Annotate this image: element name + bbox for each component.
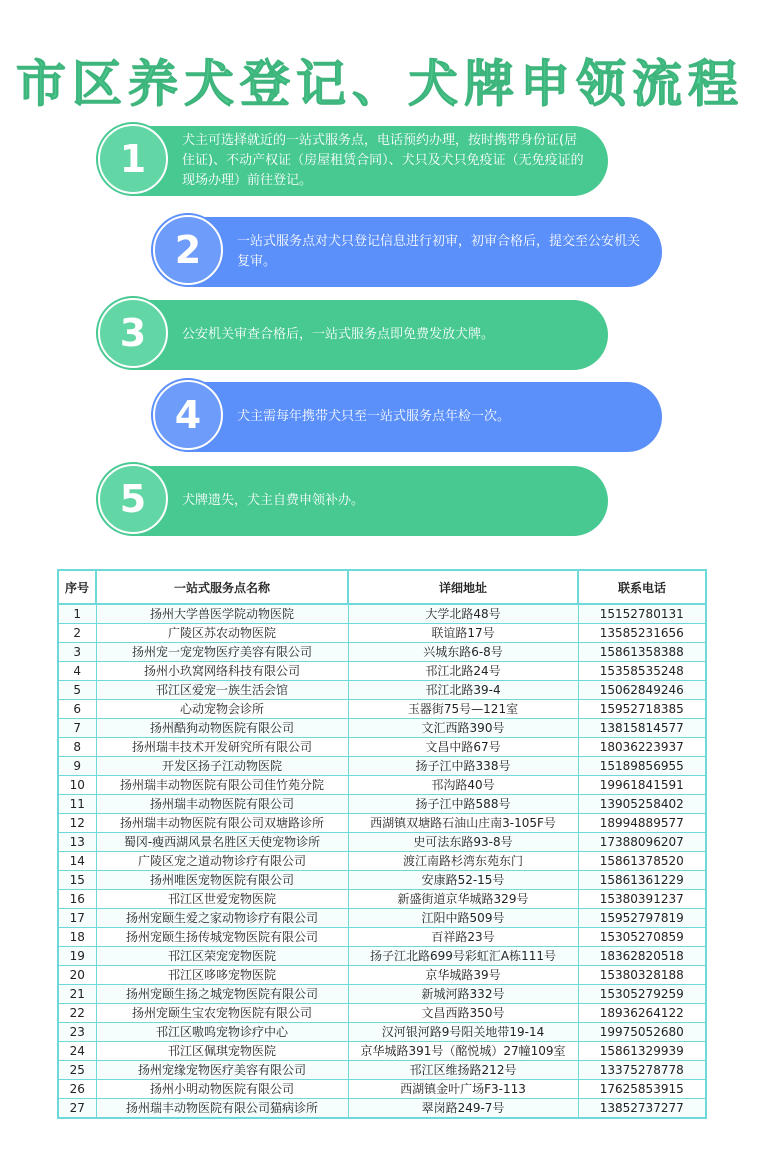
- cell-phone: 15062849246: [578, 681, 706, 700]
- cell-address: 扬子江中路338号: [348, 757, 578, 776]
- table-row: [58, 1004, 706, 1023]
- step-text: 犬主可选择就近的一站式服务点，电话预约办理，按时携带身份证(居住证)、不动产权证（房屋租赁合同）、犬只及犬只免疫证（无免疫证的现场办理）前往登记。: [182, 133, 584, 188]
- cell-address: 京华城路391号（酩悦城）27幢109室: [348, 1042, 578, 1061]
- cell-phone: 15305279259: [578, 985, 706, 1004]
- cell-name: 扬州宠一宠宠物医疗美容有限公司: [96, 643, 348, 662]
- cell-phone: 17388096207: [578, 833, 706, 852]
- cell-index: 13: [58, 833, 96, 852]
- cell-phone: 13852737277: [578, 1099, 706, 1119]
- cell-address: 邗沟路40号: [348, 776, 578, 795]
- cell-phone: 15952797819: [578, 909, 706, 928]
- cell-phone: 13375278778: [578, 1061, 706, 1080]
- cell-index: 22: [58, 1004, 96, 1023]
- table-row: [58, 681, 706, 700]
- cell-phone: 13905258402: [578, 795, 706, 814]
- table-row: [58, 1080, 706, 1099]
- table-row: [58, 833, 706, 852]
- cell-address: 文昌中路67号: [348, 738, 578, 757]
- cell-index: 3: [58, 643, 96, 662]
- header-phone: 联系电话: [578, 570, 706, 604]
- table-row: [58, 852, 706, 871]
- step-text: 犬牌遗失，犬主自费申领补办。: [182, 493, 365, 508]
- table-row: [58, 1042, 706, 1061]
- cell-name: 扬州大学兽医学院动物医院: [96, 604, 348, 624]
- table-row: [58, 795, 706, 814]
- cell-phone: 13585231656: [578, 624, 706, 643]
- cell-address: 兴城东路6-8号: [348, 643, 578, 662]
- cell-index: 12: [58, 814, 96, 833]
- table-row: [58, 928, 706, 947]
- cell-index: 26: [58, 1080, 96, 1099]
- cell-index: 1: [58, 604, 96, 624]
- cell-address: 邗江区维扬路212号: [348, 1061, 578, 1080]
- cell-name: 扬州瑞丰动物医院有限公司双塘路诊所: [96, 814, 348, 833]
- cell-phone: 15861378520: [578, 852, 706, 871]
- cell-name: 开发区扬子江动物医院: [96, 757, 348, 776]
- cell-index: 15: [58, 871, 96, 890]
- cell-name: 邗江区世爱宠物医院: [96, 890, 348, 909]
- cell-index: 24: [58, 1042, 96, 1061]
- cell-address: 大学北路48号: [348, 604, 578, 624]
- cell-index: 16: [58, 890, 96, 909]
- cell-address: 文汇西路390号: [348, 719, 578, 738]
- cell-index: 2: [58, 624, 96, 643]
- step-1: [100, 126, 608, 196]
- table-header-row: [58, 570, 706, 604]
- cell-name: 蜀冈-瘦西湖风景名胜区天使宠物诊所: [96, 833, 348, 852]
- cell-index: 11: [58, 795, 96, 814]
- cell-name: 邗江区爱宠一族生活会馆: [96, 681, 348, 700]
- cell-name: 邗江区嗷呜宠物诊疗中心: [96, 1023, 348, 1042]
- step-text: 一站式服务点对犬只登记信息进行初审，初审合格后，提交至公安机关复审。: [237, 234, 641, 269]
- cell-address: 文昌西路350号: [348, 1004, 578, 1023]
- cell-phone: 13815814577: [578, 719, 706, 738]
- cell-address: 邗江北路39-4: [348, 681, 578, 700]
- cell-phone: 19975052680: [578, 1023, 706, 1042]
- cell-phone: 15861358388: [578, 643, 706, 662]
- cell-phone: 15152780131: [578, 604, 706, 624]
- cell-index: 19: [58, 947, 96, 966]
- table-row: [58, 890, 706, 909]
- cell-phone: 15952718385: [578, 700, 706, 719]
- table-row: [58, 700, 706, 719]
- page-title: 市区养犬登记、犬牌申领流程: [16, 55, 744, 113]
- table-row: [58, 814, 706, 833]
- cell-phone: 18994889577: [578, 814, 706, 833]
- table-row: [58, 643, 706, 662]
- table-row: [58, 604, 706, 624]
- step-2: [155, 217, 662, 287]
- cell-name: 扬州宠颐生爱之家动物诊疗有限公司: [96, 909, 348, 928]
- cell-name: 扬州瑞丰动物医院有限公司猫病诊所: [96, 1099, 348, 1119]
- table-row: [58, 624, 706, 643]
- cell-phone: 15861329939: [578, 1042, 706, 1061]
- table-row: [58, 757, 706, 776]
- cell-index: 23: [58, 1023, 96, 1042]
- cell-name: 扬州小玖窝网络科技有限公司: [96, 662, 348, 681]
- cell-index: 8: [58, 738, 96, 757]
- cell-phone: 15380391237: [578, 890, 706, 909]
- table-row: [58, 662, 706, 681]
- table-row: [58, 1061, 706, 1080]
- cell-phone: 18936264122: [578, 1004, 706, 1023]
- table-row: [58, 966, 706, 985]
- step-4: [155, 382, 662, 452]
- cell-index: 17: [58, 909, 96, 928]
- service-point-table: [57, 569, 707, 1119]
- cell-index: 20: [58, 966, 96, 985]
- cell-address: 京华城路39号: [348, 966, 578, 985]
- cell-index: 27: [58, 1099, 96, 1119]
- cell-index: 18: [58, 928, 96, 947]
- cell-address: 邗江北路24号: [348, 662, 578, 681]
- cell-phone: 15861361229: [578, 871, 706, 890]
- table-row: [58, 985, 706, 1004]
- cell-address: 汉河银河路9号阳关地带19-14: [348, 1023, 578, 1042]
- cell-index: 10: [58, 776, 96, 795]
- cell-name: 扬州唯医宠物医院有限公司: [96, 871, 348, 890]
- step-number: 1: [98, 124, 168, 194]
- cell-name: 邗江区佩琪宠物医院: [96, 1042, 348, 1061]
- cell-index: 7: [58, 719, 96, 738]
- cell-address: 翠岗路249-7号: [348, 1099, 578, 1119]
- table-row: [58, 909, 706, 928]
- header-name: 一站式服务点名称: [96, 570, 348, 604]
- step-text: 公安机关审查合格后，一站式服务点即免费发放犬牌。: [182, 327, 495, 342]
- cell-address: 渡江南路杉湾东苑东门: [348, 852, 578, 871]
- cell-name: 邗江区荣宠宠物医院: [96, 947, 348, 966]
- cell-name: 扬州瑞丰动物医院有限公司佳竹苑分院: [96, 776, 348, 795]
- table-row: [58, 776, 706, 795]
- step-3: [100, 300, 608, 370]
- cell-index: 5: [58, 681, 96, 700]
- cell-address: 联谊路17号: [348, 624, 578, 643]
- cell-address: 安康路52-15号: [348, 871, 578, 890]
- cell-index: 6: [58, 700, 96, 719]
- cell-address: 扬子江北路699号彩虹汇A栋111号: [348, 947, 578, 966]
- cell-phone: 15380328188: [578, 966, 706, 985]
- cell-name: 扬州宠颐生扬之城宠物医院有限公司: [96, 985, 348, 1004]
- step-number: 2: [153, 215, 223, 285]
- cell-name: 扬州瑞丰技术开发研究所有限公司: [96, 738, 348, 757]
- cell-index: 14: [58, 852, 96, 871]
- table-row: [58, 738, 706, 757]
- cell-name: 广陵区苏农动物医院: [96, 624, 348, 643]
- cell-address: 玉器街75号—121室: [348, 700, 578, 719]
- step-number: 5: [98, 464, 168, 534]
- cell-address: 百祥路23号: [348, 928, 578, 947]
- cell-address: 史可法东路93-8号: [348, 833, 578, 852]
- cell-phone: 15305270859: [578, 928, 706, 947]
- cell-name: 扬州小明动物医院有限公司: [96, 1080, 348, 1099]
- table-row: [58, 1099, 706, 1119]
- cell-address: 扬子江中路588号: [348, 795, 578, 814]
- cell-address: 新盛街道京华城路329号: [348, 890, 578, 909]
- cell-name: 扬州宠颐生宝农宠物医院有限公司: [96, 1004, 348, 1023]
- table-row: [58, 871, 706, 890]
- cell-address: 江阳中路509号: [348, 909, 578, 928]
- header-address: 详细地址: [348, 570, 578, 604]
- table-row: [58, 1023, 706, 1042]
- cell-phone: 18036223937: [578, 738, 706, 757]
- table-row: [58, 947, 706, 966]
- step-text: 犬主需每年携带犬只至一站式服务点年检一次。: [237, 409, 511, 424]
- cell-name: 扬州酷狗动物医院有限公司: [96, 719, 348, 738]
- cell-address: 新城河路332号: [348, 985, 578, 1004]
- step-number: 3: [98, 298, 168, 368]
- cell-address: 西湖镇双塘路石油山庄南3-105F号: [348, 814, 578, 833]
- cell-name: 广陵区宠之道动物诊疗有限公司: [96, 852, 348, 871]
- cell-name: 扬州宠颐生扬传城宠物医院有限公司: [96, 928, 348, 947]
- step-number: 4: [153, 380, 223, 450]
- cell-phone: 15358535248: [578, 662, 706, 681]
- table-row: [58, 719, 706, 738]
- cell-index: 25: [58, 1061, 96, 1080]
- cell-index: 21: [58, 985, 96, 1004]
- cell-name: 心动宠物会诊所: [96, 700, 348, 719]
- cell-name: 邗江区哆哆宠物医院: [96, 966, 348, 985]
- cell-name: 扬州宠缘宠物医疗美容有限公司: [96, 1061, 348, 1080]
- cell-index: 9: [58, 757, 96, 776]
- header-index: 序号: [58, 570, 96, 604]
- cell-index: 4: [58, 662, 96, 681]
- cell-phone: 18362820518: [578, 947, 706, 966]
- cell-phone: 15189856955: [578, 757, 706, 776]
- step-5: [100, 466, 608, 536]
- cell-phone: 19961841591: [578, 776, 706, 795]
- cell-address: 西湖镇金叶广场F3-113: [348, 1080, 578, 1099]
- cell-phone: 17625853915: [578, 1080, 706, 1099]
- cell-name: 扬州瑞丰动物医院有限公司: [96, 795, 348, 814]
